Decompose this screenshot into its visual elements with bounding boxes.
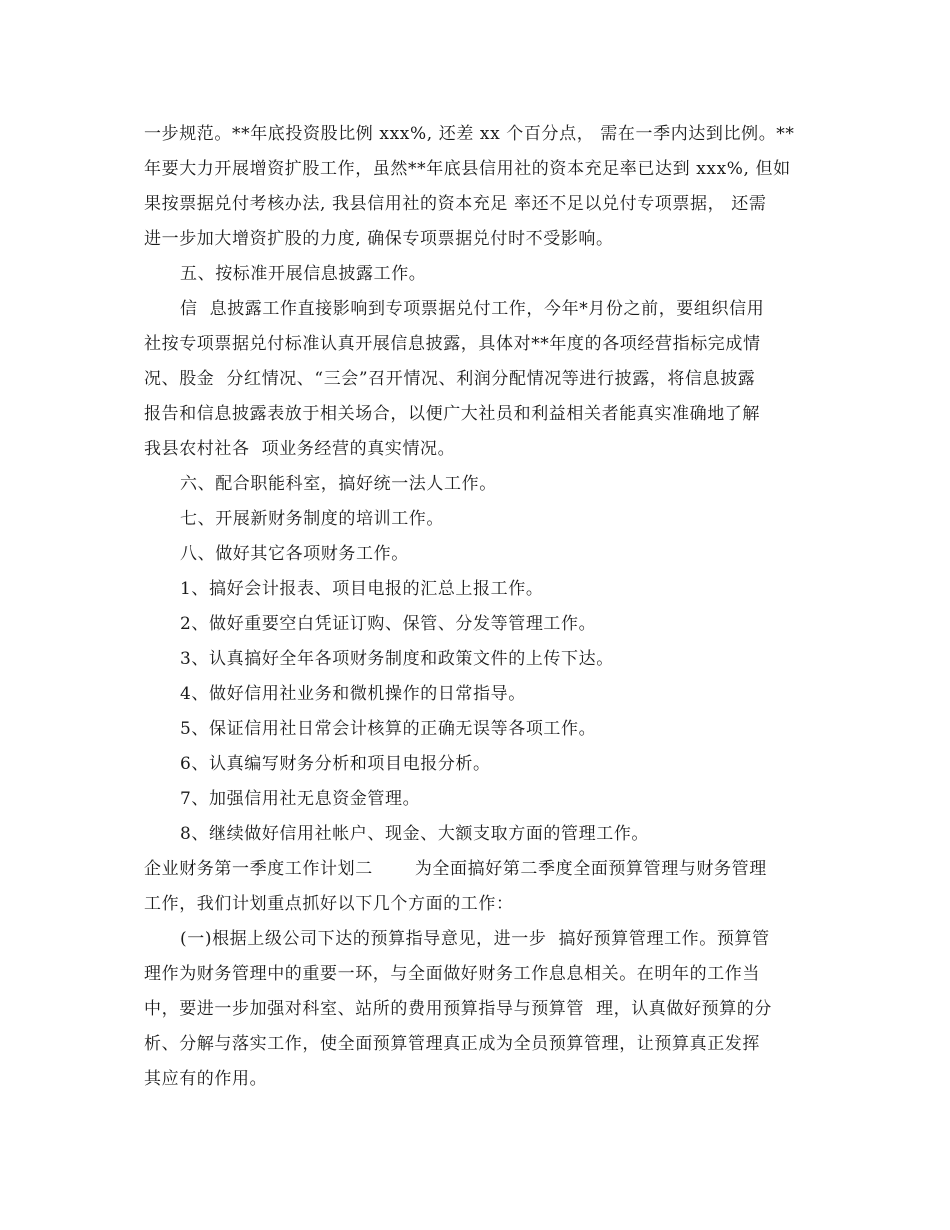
list-item: 4、做好信用社业务和微机操作的日常指导。	[180, 684, 526, 704]
body-line: 工作，我们计划重点抓好以下几个方面的工作：	[144, 894, 514, 914]
body-line: 果按票据兑付考核办法, 我县信用社的资本充足 率还不足以兑付专项票据， 还需	[144, 194, 767, 214]
section-heading: 八、做好其它各项财务工作。	[180, 544, 409, 564]
section-title: 企业财务第一季度工作计划二 为全面搞好第二季度全面预算管理与财务管理	[144, 859, 767, 879]
list-item: 7、加强信用社无息资金管理。	[180, 789, 421, 809]
body-line: (一)根据上级公司下达的预算指导意见，进一步 搞好预算管理工作。预算管	[180, 929, 770, 949]
body-line: 其应有的作用。	[144, 1069, 268, 1089]
section-heading: 六、配合职能科室，搞好统一法人工作。	[180, 474, 497, 494]
list-item: 6、认真编写财务分析和项目电报分析。	[180, 754, 491, 774]
body-line: 信 息披露工作直接影响到专项票据兑付工作，今年*月份之前，要组织信用	[180, 299, 765, 319]
section-heading: 五、按标准开展信息披露工作。	[180, 264, 427, 284]
list-item: 1、搞好会计报表、项目电报的汇总上报工作。	[180, 579, 544, 599]
body-line: 年要大力开展增资扩股工作，虽然**年底县信用社的资本充足率已达到 xxx%, 但如	[144, 159, 791, 179]
list-item: 3、认真搞好全年各项财务制度和政策文件的上传下达。	[180, 649, 614, 669]
list-item: 5、保证信用社日常会计核算的正确无误等各项工作。	[180, 719, 597, 739]
body-line: 中，要进一步加强对科室、站所的费用预算指导与预算管 理，认真做好预算的分	[144, 999, 773, 1019]
body-line: 报告和信息披露表放于相关场合，以便广大社员和利益相关者能真实准确地了解	[144, 404, 760, 424]
list-item: 8、继续做好信用社帐户、现金、大额支取方面的管理工作。	[180, 824, 650, 844]
list-item: 2、做好重要空白凭证订购、保管、分发等管理工作。	[180, 614, 597, 634]
body-line: 一步规范。**年底投资股比例 xxx%, 还差 xx 个百分点， 需在一季内达到比例。**	[144, 124, 795, 144]
body-line: 况、股金 分红情况、“三会”召开情况、利润分配情况等进行披露，将信息披露	[144, 369, 756, 389]
body-line: 理作为财务管理中的重要一环，与全面做好财务工作息息相关。在明年的工作当	[144, 964, 760, 984]
section-heading: 七、开展新财务制度的培训工作。	[180, 509, 444, 529]
body-line: 我县农村社各 项业务经营的真实情况。	[144, 439, 456, 459]
body-line: 进一步加大增资扩股的力度, 确保专项票据兑付时不受影响。	[144, 229, 614, 249]
body-line: 析、分解与落实工作，使全面预算管理真正成为全员预算管理，让预算真正发挥	[144, 1034, 760, 1054]
body-line: 社按专项票据兑付标准认真开展信息披露，具体对**年度的各项经营指标完成情	[144, 334, 761, 354]
